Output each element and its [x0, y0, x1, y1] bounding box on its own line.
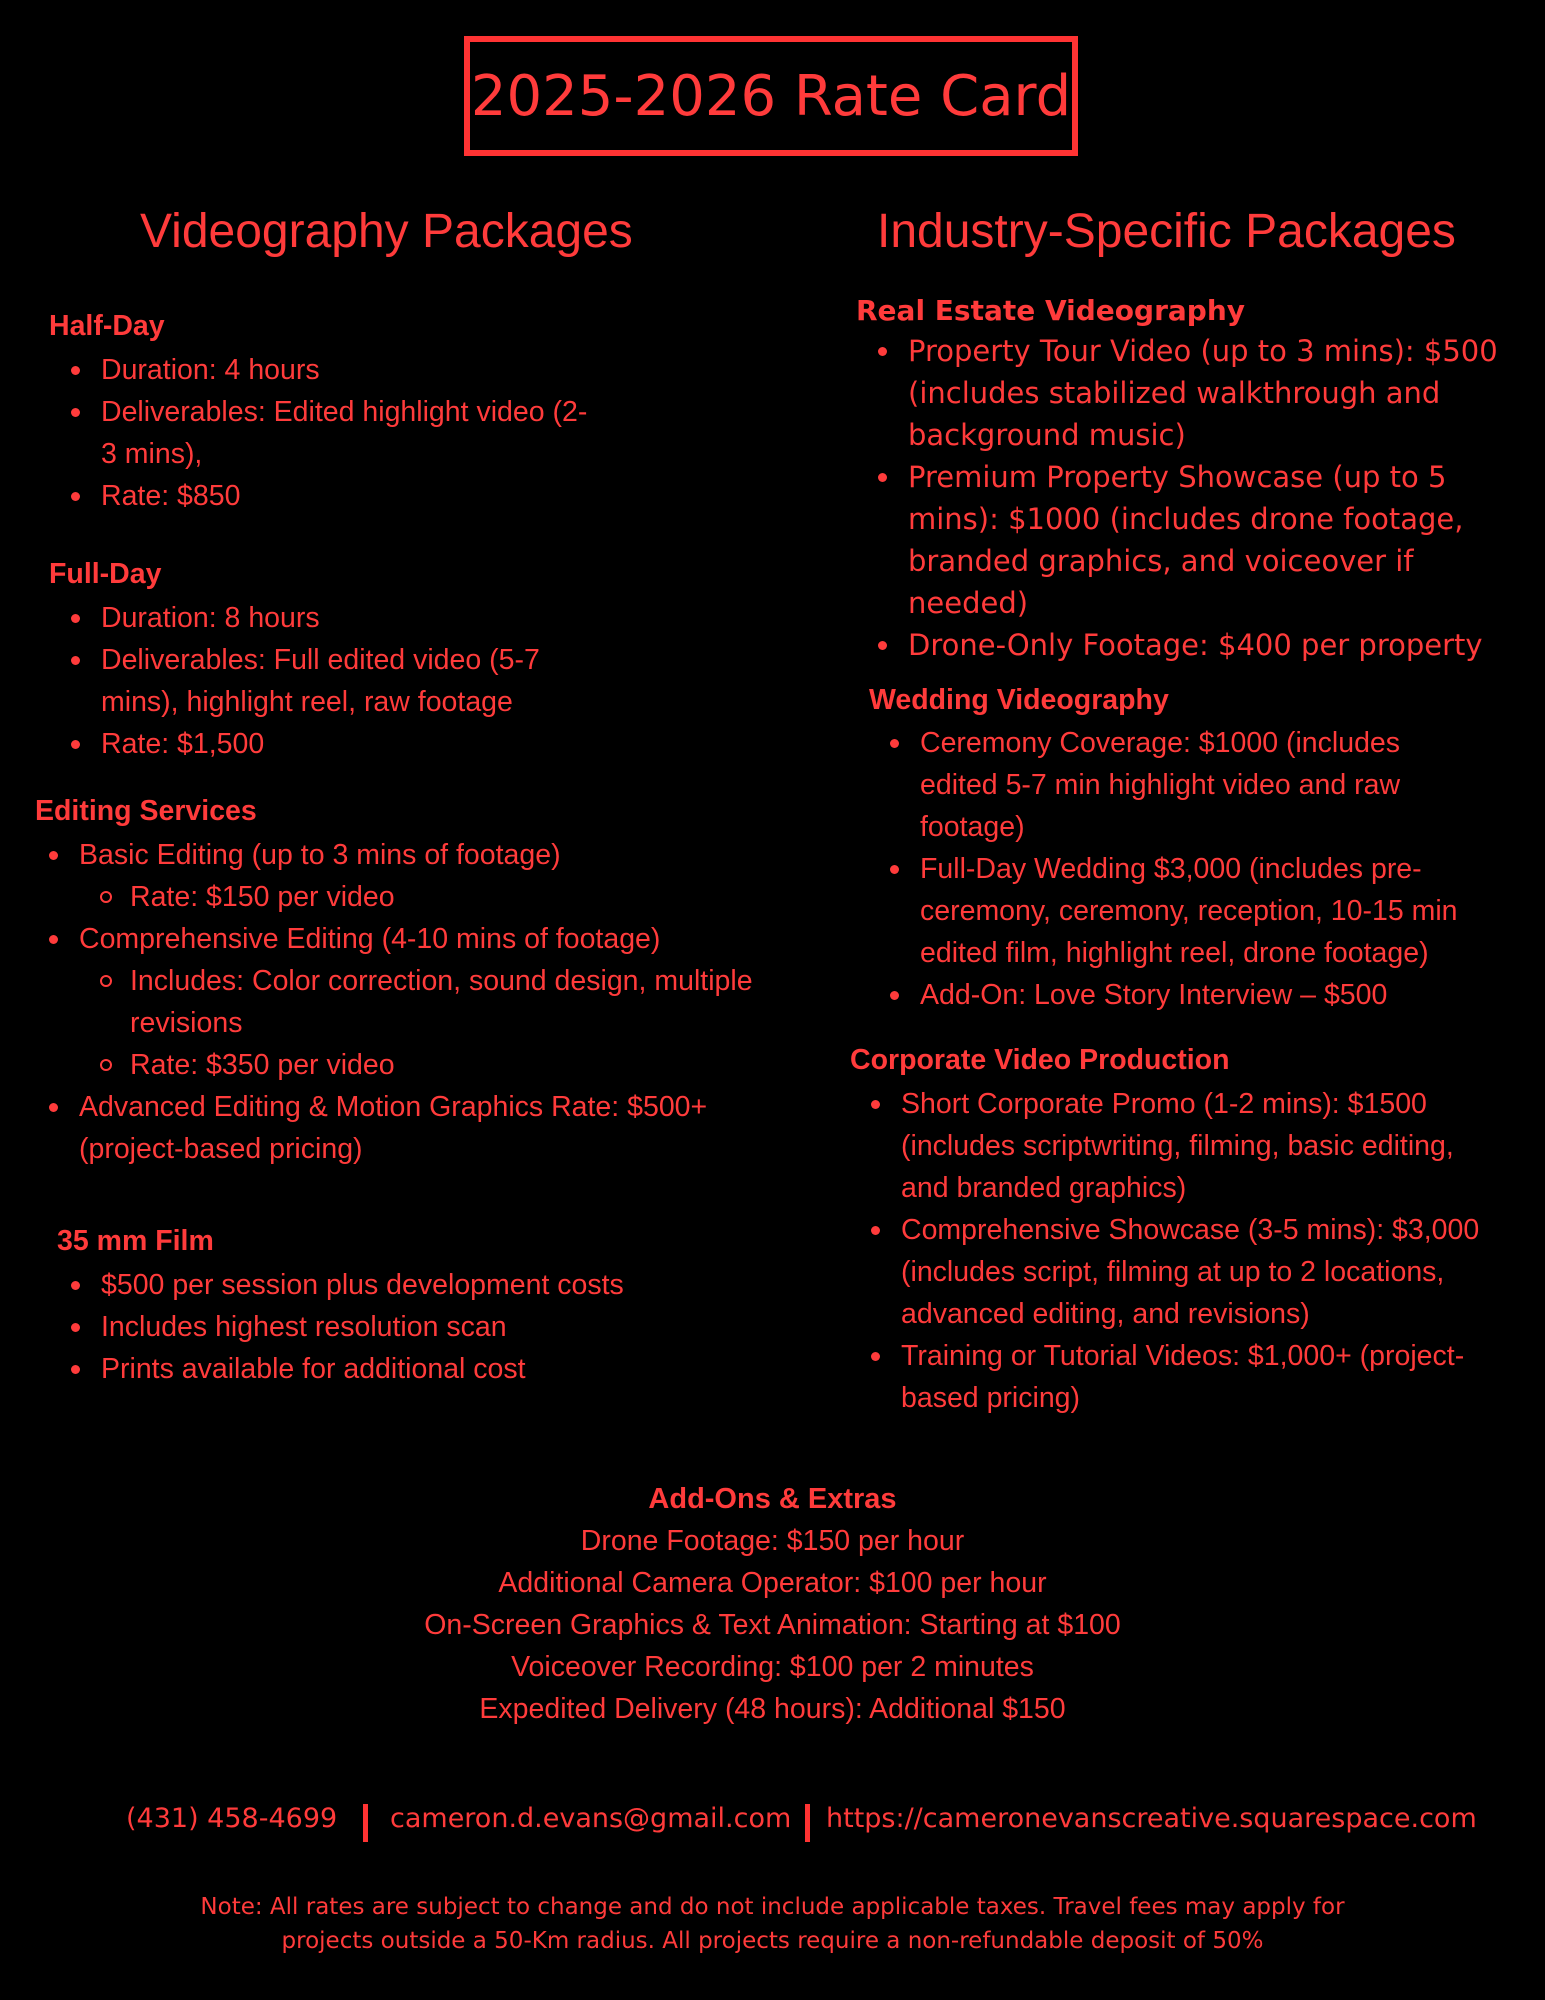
list-item: Short Corporate Promo (1-2 mins): $1500 (includes scriptwriting, filming, basic editing, and branded graphics) [901, 1083, 1491, 1209]
editing-services-list [79, 834, 819, 1170]
list-item: Comprehensive Editing (4-10 mins of footage) [79, 918, 819, 960]
list-item: Includes highest resolution scan [101, 1306, 701, 1348]
contact-website[interactable]: https://cameronevanscreative.squarespace.com [826, 1803, 1477, 1834]
list-item: Prints available for additional cost [101, 1348, 701, 1390]
list-item: Advanced Editing & Motion Graphics Rate: $500+ (project-based pricing) [79, 1086, 779, 1170]
addon-line: Drone Footage: $150 per hour [580, 1525, 965, 1557]
corporate-heading: Corporate Video Production [850, 1044, 1230, 1076]
wedding-list [920, 722, 1498, 1016]
half-day-list [101, 349, 601, 517]
list-item: Comprehensive Showcase (3-5 mins): $3,000 (includes script, filming at up to 2 locations, advanced editing, and revisions) [901, 1209, 1491, 1335]
contact-separator [363, 1804, 368, 1842]
videography-packages-heading: Videography Packages [140, 205, 633, 258]
list-item: Property Tour Video (up to 3 mins): $500 (includes stabilized walkthrough and background music) [908, 330, 1508, 456]
full-day-heading: Full-Day [49, 558, 162, 590]
addon-line: Expedited Delivery (48 hours): Additional $150 [479, 1693, 1066, 1725]
list-item: Training or Tutorial Videos: $1,000+ (project-based pricing) [901, 1335, 1491, 1419]
footer-note [0, 1890, 1545, 1958]
list-item: Premium Property Showcase (up to 5 mins): $1000 (includes drone footage, branded graphics, and voiceover if needed) [908, 456, 1478, 624]
addons-section [0, 1478, 1545, 1730]
list-item: Rate: $850 [101, 475, 601, 517]
list-item: Full-Day Wedding $3,000 (includes pre-ceremony, ceremony, reception, 10-15 min edited film, highlight reel, drone footage) [920, 848, 1498, 974]
addon-line: Additional Camera Operator: $100 per hour [498, 1567, 1047, 1599]
list-item: Ceremony Coverage: $1000 (includes edited 5-7 min highlight video and raw footage) [920, 722, 1450, 848]
list-item: Rate: $1,500 [101, 723, 591, 765]
film-heading: 35 mm Film [57, 1225, 214, 1257]
contact-separator [805, 1804, 810, 1842]
list-item: Basic Editing (up to 3 mins of footage) [79, 834, 819, 876]
list-item: $500 per session plus development costs [101, 1264, 701, 1306]
list-item: Add-On: Love Story Interview – $500 [920, 974, 1498, 1016]
real-estate-list [908, 330, 1508, 666]
half-day-heading: Half-Day [49, 310, 165, 342]
list-item: Deliverables: Edited highlight video (2-3 mins), [101, 391, 591, 475]
wedding-heading: Wedding Videography [869, 684, 1169, 716]
list-item: Drone-Only Footage: $400 per property [908, 624, 1508, 666]
contact-email[interactable]: cameron.d.evans@gmail.com [390, 1803, 792, 1834]
addon-line: On-Screen Graphics & Text Animation: Starting at $100 [424, 1609, 1121, 1641]
list-subitem: Rate: $150 per video [130, 876, 819, 918]
list-subitem: Includes: Color correction, sound design, multiple revisions [130, 960, 819, 1044]
list-subitem: Rate: $350 per video [130, 1044, 819, 1086]
addon-line: Voiceover Recording: $100 per 2 minutes [511, 1651, 1034, 1683]
full-day-list [101, 597, 591, 765]
list-item: Deliverables: Full edited video (5-7 mins), highlight reel, raw footage [101, 639, 591, 723]
list-item: Duration: 4 hours [101, 349, 601, 391]
contact-phone: (431) 458-4699 [126, 1803, 338, 1834]
industry-packages-heading: Industry-Specific Packages [877, 205, 1456, 258]
corporate-list [901, 1083, 1491, 1419]
addons-heading: Add-Ons & Extras [648, 1483, 897, 1515]
editing-services-heading: Editing Services [35, 795, 257, 827]
real-estate-heading: Real Estate Videography [856, 294, 1246, 327]
list-item: Duration: 8 hours [101, 597, 591, 639]
note-text: Note: All rates are subject to change and do not include applicable taxes. Travel fees may apply for projects outside a 50-Km radius. All projects require a non-refundable deposit of 50% [200, 1894, 1345, 1954]
page-title: 2025-2026 Rate Card [464, 36, 1078, 156]
film-list [101, 1264, 701, 1390]
